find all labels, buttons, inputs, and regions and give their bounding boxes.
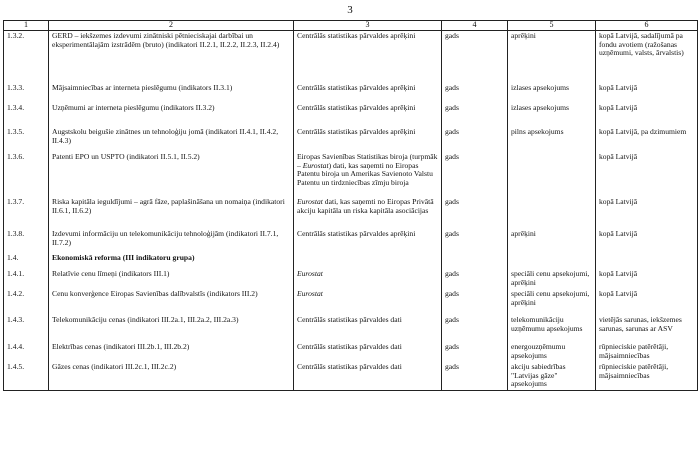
column-header: 3 bbox=[294, 21, 442, 31]
method bbox=[508, 152, 596, 197]
method: speciāli cenu apsekojumi, aprēķini bbox=[508, 289, 596, 315]
method: izlases apsekojums bbox=[508, 83, 596, 103]
data-source: Centrālās statistikas pārvaldes aprēķini bbox=[294, 103, 442, 127]
indicator-name: Riska kapitāla ieguldījumi – agrā fāze, paplašināšana un nomaiņa (indikatori II.6.1, II.6.2) bbox=[49, 197, 294, 229]
coverage: rūpnieciskie patērētāji, mājsaimniecības bbox=[596, 342, 698, 362]
column-header: 5 bbox=[508, 21, 596, 31]
period: gads bbox=[442, 83, 508, 103]
table-row bbox=[4, 127, 698, 152]
data-source: Centrālās statistikas pārvaldes dati bbox=[294, 342, 442, 362]
row-number: 1.3.3. bbox=[4, 83, 49, 103]
coverage: kopā Latvijā bbox=[596, 289, 698, 315]
section-title: Ekonomiskā reforma (III indikatoru grupa) bbox=[49, 253, 294, 269]
source-text: ) dati, kas saņemti no Eiropas Patentu biroja un Amerikas Savienoto Valstu Patentu un tirdzniecības zīmju biroja bbox=[297, 160, 433, 187]
column-header: 1 bbox=[4, 21, 49, 31]
period: gads bbox=[442, 269, 508, 289]
method: aprēķini bbox=[508, 229, 596, 253]
indicator-name: GERD – iekšzemes izdevumi zinātniski pētnieciskajai darbībai un eksperimentālajām izstrādēm (bruto) (indikatori II.2.1, II.2.2, II.2.3, II.2.4) bbox=[49, 31, 294, 84]
method: speciāli cenu apsekojumi, aprēķini bbox=[508, 269, 596, 289]
period: gads bbox=[442, 289, 508, 315]
method: telekomunikāciju uzņēmumu apsekojums bbox=[508, 315, 596, 342]
period: gads bbox=[442, 31, 508, 84]
indicator-name: Gāzes cenas (indikatori III.2c.1, III.2c.2) bbox=[49, 362, 294, 390]
empty-cell bbox=[294, 253, 442, 269]
source-emphasis: Eurostat bbox=[297, 289, 323, 298]
coverage: kopā Latvijā, pa dzimumiem bbox=[596, 127, 698, 152]
data-source: Centrālās statistikas pārvaldes aprēķini bbox=[294, 31, 442, 84]
source-emphasis: Eurostat bbox=[297, 269, 323, 278]
coverage: vietējās sarunas, iekšzemes sarunas, sarunas ar ASV bbox=[596, 315, 698, 342]
table-row bbox=[4, 269, 698, 289]
source-emphasis: Eurostat bbox=[297, 197, 323, 206]
column-header: 6 bbox=[596, 21, 698, 31]
period: gads bbox=[442, 229, 508, 253]
method: pilns apsekojums bbox=[508, 127, 596, 152]
row-number: 1.3.5. bbox=[4, 127, 49, 152]
data-source bbox=[294, 289, 442, 315]
empty-cell bbox=[508, 253, 596, 269]
row-number: 1.4.4. bbox=[4, 342, 49, 362]
row-number: 1.3.6. bbox=[4, 152, 49, 197]
data-source bbox=[294, 197, 442, 229]
section-row bbox=[4, 253, 698, 269]
coverage: kopā Latvijā bbox=[596, 103, 698, 127]
row-number: 1.4.2. bbox=[4, 289, 49, 315]
row-number: 1.4.1. bbox=[4, 269, 49, 289]
statistics-table bbox=[3, 20, 698, 391]
empty-cell bbox=[442, 253, 508, 269]
indicator-name: Augstskolu beigušie zinātnes un tehnoloģiju jomā (indikatori II.4.1, II.4.2, II.4.3) bbox=[49, 127, 294, 152]
table-row bbox=[4, 315, 698, 342]
period: gads bbox=[442, 152, 508, 197]
indicator-name: Patenti EPO un USPTO (indikatori II.5.1, II.5.2) bbox=[49, 152, 294, 197]
coverage: kopā Latvijā bbox=[596, 83, 698, 103]
table-row bbox=[4, 83, 698, 103]
indicator-name: Cenu konverģence Eiropas Savienības dalībvalstīs (indikators III.2) bbox=[49, 289, 294, 315]
column-header: 2 bbox=[49, 21, 294, 31]
data-source bbox=[294, 269, 442, 289]
table-row bbox=[4, 103, 698, 127]
table-row bbox=[4, 31, 698, 84]
period: gads bbox=[442, 103, 508, 127]
coverage: kopā Latvijā bbox=[596, 197, 698, 229]
data-source: Centrālās statistikas pārvaldes dati bbox=[294, 362, 442, 390]
row-number: 1.3.8. bbox=[4, 229, 49, 253]
period: gads bbox=[442, 342, 508, 362]
period: gads bbox=[442, 362, 508, 390]
coverage: kopā Latvijā bbox=[596, 269, 698, 289]
method: aprēķini bbox=[508, 31, 596, 84]
coverage: rūpnieciskie patērētāji, mājsaimniecības bbox=[596, 362, 698, 390]
table-row bbox=[4, 152, 698, 197]
coverage: kopā Latvijā bbox=[596, 229, 698, 253]
table-row bbox=[4, 229, 698, 253]
row-number: 1.3.4. bbox=[4, 103, 49, 127]
indicator-name: Uzņēmumi ar interneta pieslēgumu (indikators II.3.2) bbox=[49, 103, 294, 127]
method: energouzņēmumu apsekojums bbox=[508, 342, 596, 362]
method: izlases apsekojums bbox=[508, 103, 596, 127]
period: gads bbox=[442, 315, 508, 342]
table-row bbox=[4, 342, 698, 362]
coverage: kopā Latvijā, sadalījumā pa fondu avotiem (ražošanas uzņēmumi, valsts, ārvalstis) bbox=[596, 31, 698, 84]
coverage: kopā Latvijā bbox=[596, 152, 698, 197]
row-number: 1.3.7. bbox=[4, 197, 49, 229]
data-source: Centrālās statistikas pārvaldes aprēķini bbox=[294, 229, 442, 253]
table-row bbox=[4, 197, 698, 229]
empty-cell bbox=[596, 253, 698, 269]
table-header-row bbox=[4, 21, 698, 31]
indicator-name: Relatīvie cenu līmeņi (indikators III.1) bbox=[49, 269, 294, 289]
data-source: Centrālās statistikas pārvaldes aprēķini bbox=[294, 127, 442, 152]
data-source: Centrālās statistikas pārvaldes aprēķini bbox=[294, 83, 442, 103]
source-emphasis: Eurostat bbox=[302, 160, 329, 170]
section-number: 1.4. bbox=[4, 253, 49, 269]
indicator-name: Elektrības cenas (indikatori III.2b.1, III.2b.2) bbox=[49, 342, 294, 362]
page-number: 3 bbox=[347, 4, 353, 16]
row-number: 1.4.5. bbox=[4, 362, 49, 390]
indicator-name: Izdevumi informāciju un telekomunikāciju tehnoloģijām (indikatori II.7.1, II.7.2) bbox=[49, 229, 294, 253]
table-row bbox=[4, 362, 698, 390]
indicator-name: Telekomunikāciju cenas (indikatori III.2a.1, III.2a.2, III.2a.3) bbox=[49, 315, 294, 342]
source-text: Eiropas Savienības Statistikas biroja (turpmāk – bbox=[297, 152, 438, 170]
period: gads bbox=[442, 197, 508, 229]
data-source: Centrālās statistikas pārvaldes dati bbox=[294, 315, 442, 342]
row-number: 1.4.3. bbox=[4, 315, 49, 342]
table-row bbox=[4, 289, 698, 315]
column-header: 4 bbox=[442, 21, 508, 31]
data-source bbox=[294, 152, 442, 197]
indicator-name: Mājsaimniecības ar interneta pieslēgumu (indikators II.3.1) bbox=[49, 83, 294, 103]
method: akciju sabiedrības "Latvijas gāze" apsekojums bbox=[508, 362, 596, 390]
source-text: dati, kas saņemti no Eiropas Privātā akciju kapitāla un riska kapitāla asociācijas bbox=[297, 197, 434, 215]
method bbox=[508, 197, 596, 229]
row-number: 1.3.2. bbox=[4, 31, 49, 84]
period: gads bbox=[442, 127, 508, 152]
